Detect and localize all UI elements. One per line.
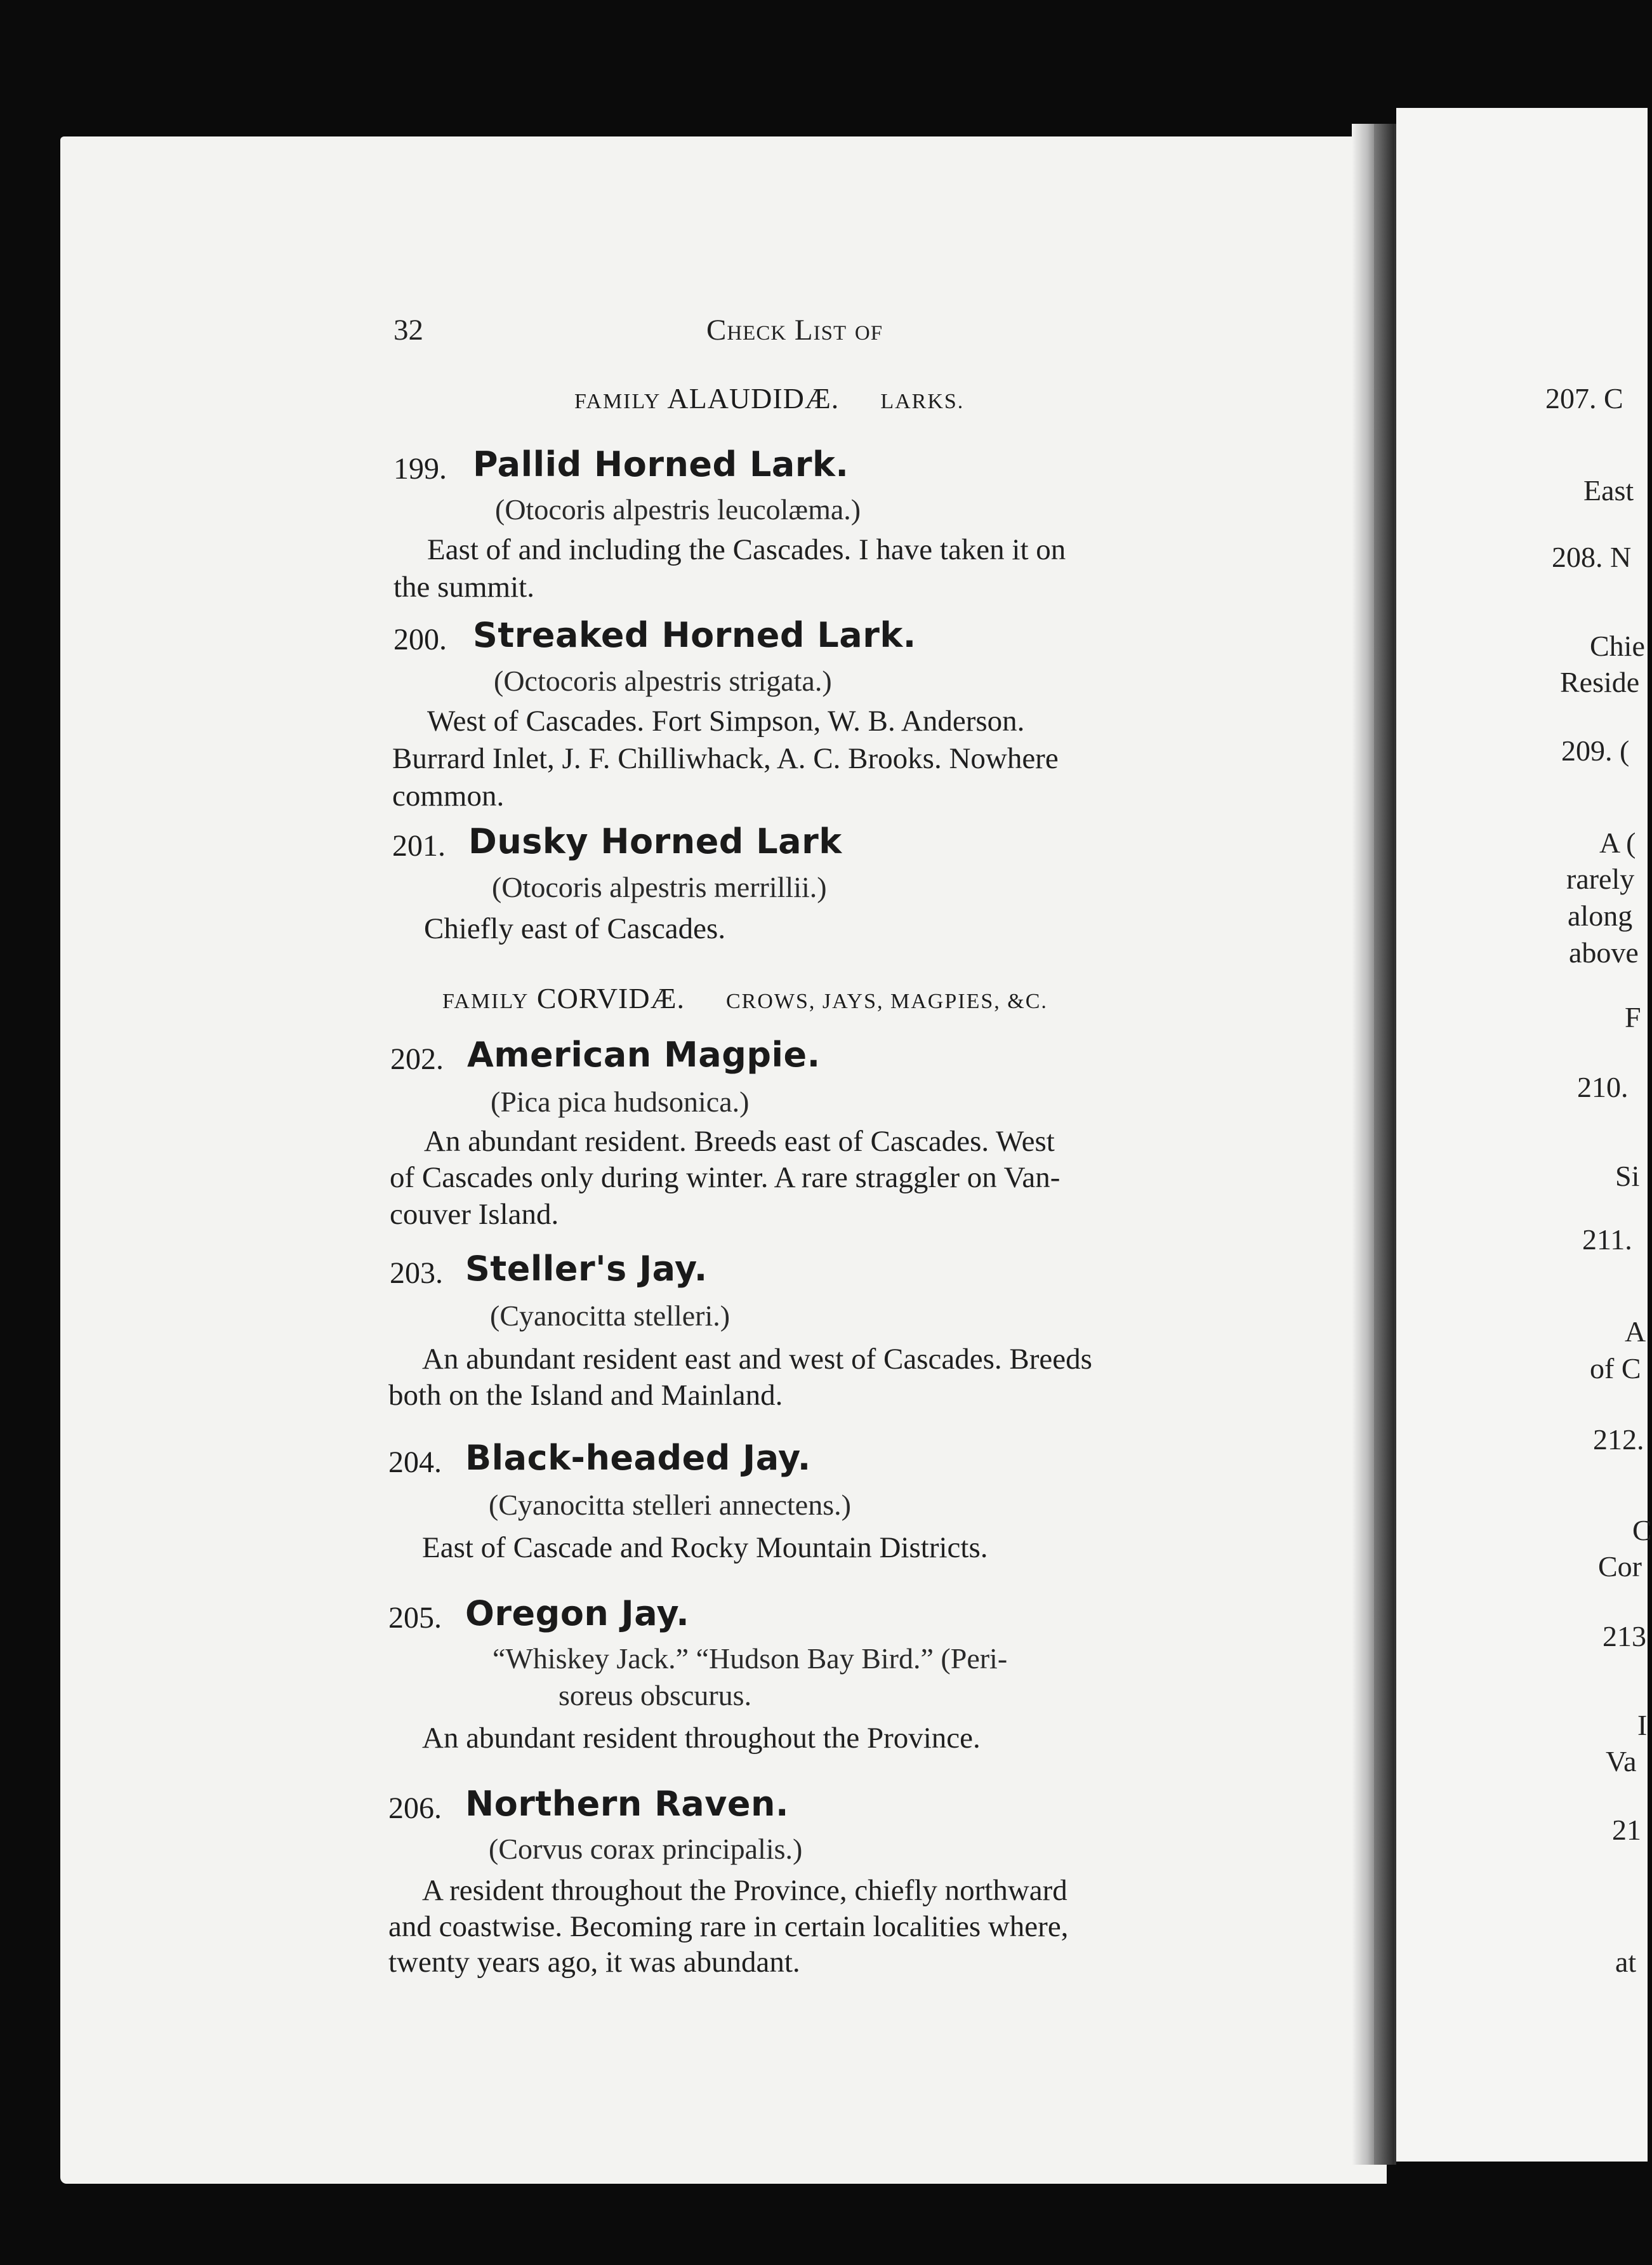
facing-page-text: I — [1637, 1709, 1648, 1741]
entry-text-line: A resident throughout the Province, chiefly northward — [422, 1874, 1067, 1907]
facing-page-text: 209. ( — [1561, 734, 1630, 767]
scientific-name: (Cyanocitta stelleri.) — [490, 1299, 730, 1332]
entry-text-line: both on the Island and Mainland. — [388, 1379, 783, 1412]
species-name: Dusky Horned Lark — [468, 821, 842, 861]
facing-page-text: A ( — [1599, 827, 1636, 859]
facing-page-text: 212. — [1593, 1423, 1644, 1456]
facing-page-text: 207. C — [1545, 382, 1623, 415]
entry-text-line: West of Cascades. Fort Simpson, W. B. Anderson. — [427, 705, 1025, 738]
family-heading-alaudidae — [574, 384, 964, 413]
scientific-name: (Corvus corax principalis.) — [489, 1833, 803, 1865]
right-page-fragment — [1396, 108, 1648, 2162]
facing-page-text: 211. — [1582, 1223, 1632, 1256]
entry-text-line: common. — [392, 780, 505, 813]
facing-page-text: A — [1625, 1315, 1646, 1348]
facing-page-text: F — [1625, 1001, 1641, 1033]
entry-number: 200. — [393, 623, 447, 656]
family-heading-corvidae — [442, 984, 1048, 1013]
scientific-name: (Pica pica hudsonica.) — [491, 1086, 750, 1118]
species-name: Oregon Jay. — [465, 1593, 690, 1633]
entry-text-line: of Cascades only during winter. A rare straggler on Van- — [390, 1161, 1061, 1194]
facing-page-text: of C — [1590, 1352, 1641, 1385]
entry-text-line: Chiefly east of Cascades. — [424, 912, 726, 945]
entry-text-line: East of and including the Cascades. I have taken it on — [427, 533, 1066, 566]
entry-number: 202. — [390, 1042, 444, 1076]
facing-page-text: Va — [1606, 1745, 1637, 1777]
entry-number: 206. — [388, 1791, 442, 1825]
family-name: CORVIDÆ. — [536, 982, 685, 1014]
scientific-name: (Cyanocitta stelleri annectens.) — [489, 1489, 851, 1521]
running-head: Check List of — [706, 314, 883, 347]
facing-page-text: along — [1568, 900, 1633, 932]
species-name: Streaked Horned Lark. — [473, 615, 916, 655]
entry-text-line: An abundant resident. Breeds east of Cascades. West — [424, 1125, 1055, 1158]
facing-page-text: Si — [1615, 1160, 1640, 1192]
entry-text-line: couver Island. — [390, 1198, 559, 1231]
species-name: Northern Raven. — [465, 1784, 789, 1824]
facing-page-text: 208. N — [1552, 541, 1632, 573]
entry-text-line: An abundant resident throughout the Province. — [422, 1722, 981, 1755]
family-name: ALAUDIDÆ. — [667, 382, 840, 415]
family-common-name: CROWS, JAYS, MAGPIES, &C. — [725, 990, 1048, 1013]
species-name: Steller's Jay. — [465, 1249, 708, 1289]
scientific-name: “Whiskey Jack.” “Hudson Bay Bird.” (Peri- — [492, 1642, 1008, 1675]
book-spine-edge — [1374, 124, 1394, 2165]
facing-page-text: East — [1583, 474, 1634, 507]
page-number: 32 — [393, 314, 423, 347]
entry-text-line: twenty years ago, it was abundant. — [388, 1946, 800, 1979]
scientific-name: (Otocoris alpestris merrillii.) — [492, 871, 827, 903]
family-label: FAMILY — [574, 390, 661, 413]
family-common-name: LARKS. — [880, 390, 965, 413]
entry-number: 201. — [392, 829, 446, 863]
facing-page-text: 21 — [1612, 1814, 1641, 1846]
entry-text-line: the summit. — [393, 571, 534, 604]
scientific-name: (Octocoris alpestris strigata.) — [494, 665, 832, 697]
facing-page-text: 213 — [1602, 1620, 1646, 1652]
facing-page-text: 210. — [1577, 1071, 1629, 1103]
scientific-name: (Otocoris alpestris leucolæma.) — [495, 493, 861, 526]
entry-number: 205. — [388, 1601, 442, 1635]
species-name: American Magpie. — [467, 1035, 821, 1075]
entry-text-line: Burrard Inlet, J. F. Chilliwhack, A. C. Brooks. Nowhere — [392, 742, 1059, 775]
species-name: Pallid Horned Lark. — [473, 444, 849, 484]
entry-number: 199. — [393, 452, 447, 486]
facing-page-text: at — [1615, 1946, 1637, 1978]
facing-page-text: rarely — [1566, 863, 1635, 895]
species-name: Black-headed Jay. — [465, 1438, 811, 1478]
family-label: FAMILY — [442, 990, 529, 1013]
scientific-name-continued: soreus obscurus. — [558, 1679, 752, 1711]
entry-number: 204. — [388, 1445, 442, 1479]
entry-number: 203. — [390, 1256, 443, 1290]
facing-page-text: C — [1632, 1514, 1652, 1546]
facing-page-text: Reside — [1560, 666, 1640, 698]
facing-page-text: Chie — [1590, 630, 1645, 662]
entry-text-line: An abundant resident east and west of Cascades. Breeds — [422, 1343, 1092, 1376]
entry-text-line: and coastwise. Becoming rare in certain localities where, — [388, 1910, 1069, 1943]
facing-page-text: Cor — [1598, 1550, 1642, 1583]
facing-page-text: above — [1569, 936, 1639, 969]
entry-text-line: East of Cascade and Rocky Mountain Districts. — [422, 1531, 988, 1564]
